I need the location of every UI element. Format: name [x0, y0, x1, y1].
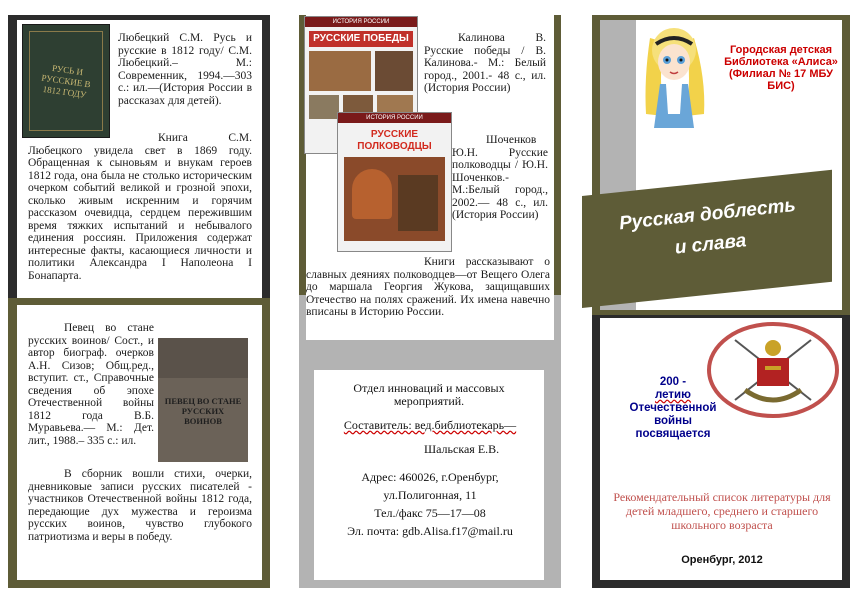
book1-cover-title: РУСЬ И РУССКИЕ В 1812 ГОДУ — [40, 62, 92, 100]
book3-cover-title: РУССКИЕ ПОБЕДЫ — [309, 31, 413, 47]
phone-fax: Тел./факс 75—17—08 — [374, 506, 486, 520]
book-cover-rus-i-russkie — [22, 24, 110, 138]
books-polkovodtsy-description: Книги рассказывают о славных деяниях полководцев—от Вещего Олега до маршала Георгия Жукова, защищавших Отечество на полях сражений. Их имена навечно вписаны в Историю России. — [306, 256, 550, 318]
address-line2: ул.Полигонная, 11 — [383, 488, 477, 502]
address-line1: Адрес: 460026, г.Оренбург, — [361, 470, 499, 484]
anniversary-text — [608, 376, 738, 441]
contacts-box — [314, 370, 544, 580]
book2-description: В сборник вошли стихи, очерки, дневниковые записи русских писателей - участников Отечественной войны 1812 года, передающие дух мужества и героизма русских воинов, чувство глубокого патриотизма и веры в победу. — [28, 468, 252, 543]
compiler-role: Составитель: вед.библиотекарь— — [343, 418, 517, 432]
book-cover-russkie-polkovodtsy — [337, 112, 452, 252]
city-year: Оренбург, 2012 — [681, 554, 763, 566]
subtitle: Рекомендательный список литературы для детей младшего, среднего и старшего школьного возраста — [613, 490, 831, 532]
book-cover-pevets — [158, 338, 248, 462]
book4-cover-header: ИСТОРИЯ РОССИИ — [338, 113, 451, 123]
anniv-line4: войны — [654, 415, 692, 427]
email: Эл. почта: gdb.Alisa.f17@mail.ru — [347, 524, 513, 538]
library-name: Городская детская Библиотека «Алиса» (Филиал № 17 МБУ БИС) — [724, 44, 838, 92]
compiler-label — [320, 418, 540, 432]
book3-cover-header: ИСТОРИЯ РОССИИ — [305, 17, 417, 27]
department-label: Отдел инноваций и массовых мероприятий. — [353, 381, 505, 408]
title-line2: и слава — [673, 230, 748, 259]
anniv-line1: 200 - — [659, 376, 687, 388]
book1-description: Книга С.М. Любецкого увидела свет в 1869 году. Обращенная к сыновьям и внукам героев 1812 года, она была не столько историческим очерком событий великой и грозной эпохи, сколько живым искренним и горячим рассказом очевидца, сердцем пережившим время тяжких испытаний и небывалого единения россиян. Приложения содержат интересные факты, касающиеся личности и политики Александра I Наполеона I Бонапарта. — [28, 132, 252, 282]
book2-cover-title: ПЕВЕЦ ВО СТАНЕ РУССКИХ ВОИНОВ — [164, 396, 242, 426]
book2-bibliography: Певец во стане русских воинов/ Сост., и автор биограф. очерков А.Н. Сизов; Общ.ред., вступит. ст., Справочные сведения об эпохе Отечественной войны 1812 года В.Б. Муравьева.— М.: Дет. лит., 1988.– 335 с.: ил. — [28, 322, 154, 447]
anniv-line5: посвящается — [635, 428, 711, 440]
anniv-line2: летию — [655, 389, 691, 401]
book1-bibliography: Любецкий С.М. Русь и русские в 1812 году/ С.М. Любецкий.– М.: Современник, 1994.—303 с.: ил.—(История России в рассказах для детей). — [118, 32, 252, 107]
book4-bibliography: Шоченков Ю.Н. Русские полководцы / Ю.Н. Шоченков.- М.:Белый город., 2002.— 48 с., ил. (История России) — [452, 134, 548, 221]
title-line1: Русская доблесть — [618, 194, 797, 235]
compiler-name: Шальская Е.В. — [424, 442, 500, 456]
alice-illustration — [634, 18, 714, 130]
book4-cover-title: РУССКИЕ ПОЛКОВОДЦЫ — [357, 129, 432, 152]
anniv-line3: Отечественной — [629, 402, 717, 414]
book3-bibliography: Калинова В. Русские победы / В. Калинова.- М.: Белый город., 2001.- 48 с., ил. (История России) — [424, 32, 546, 94]
